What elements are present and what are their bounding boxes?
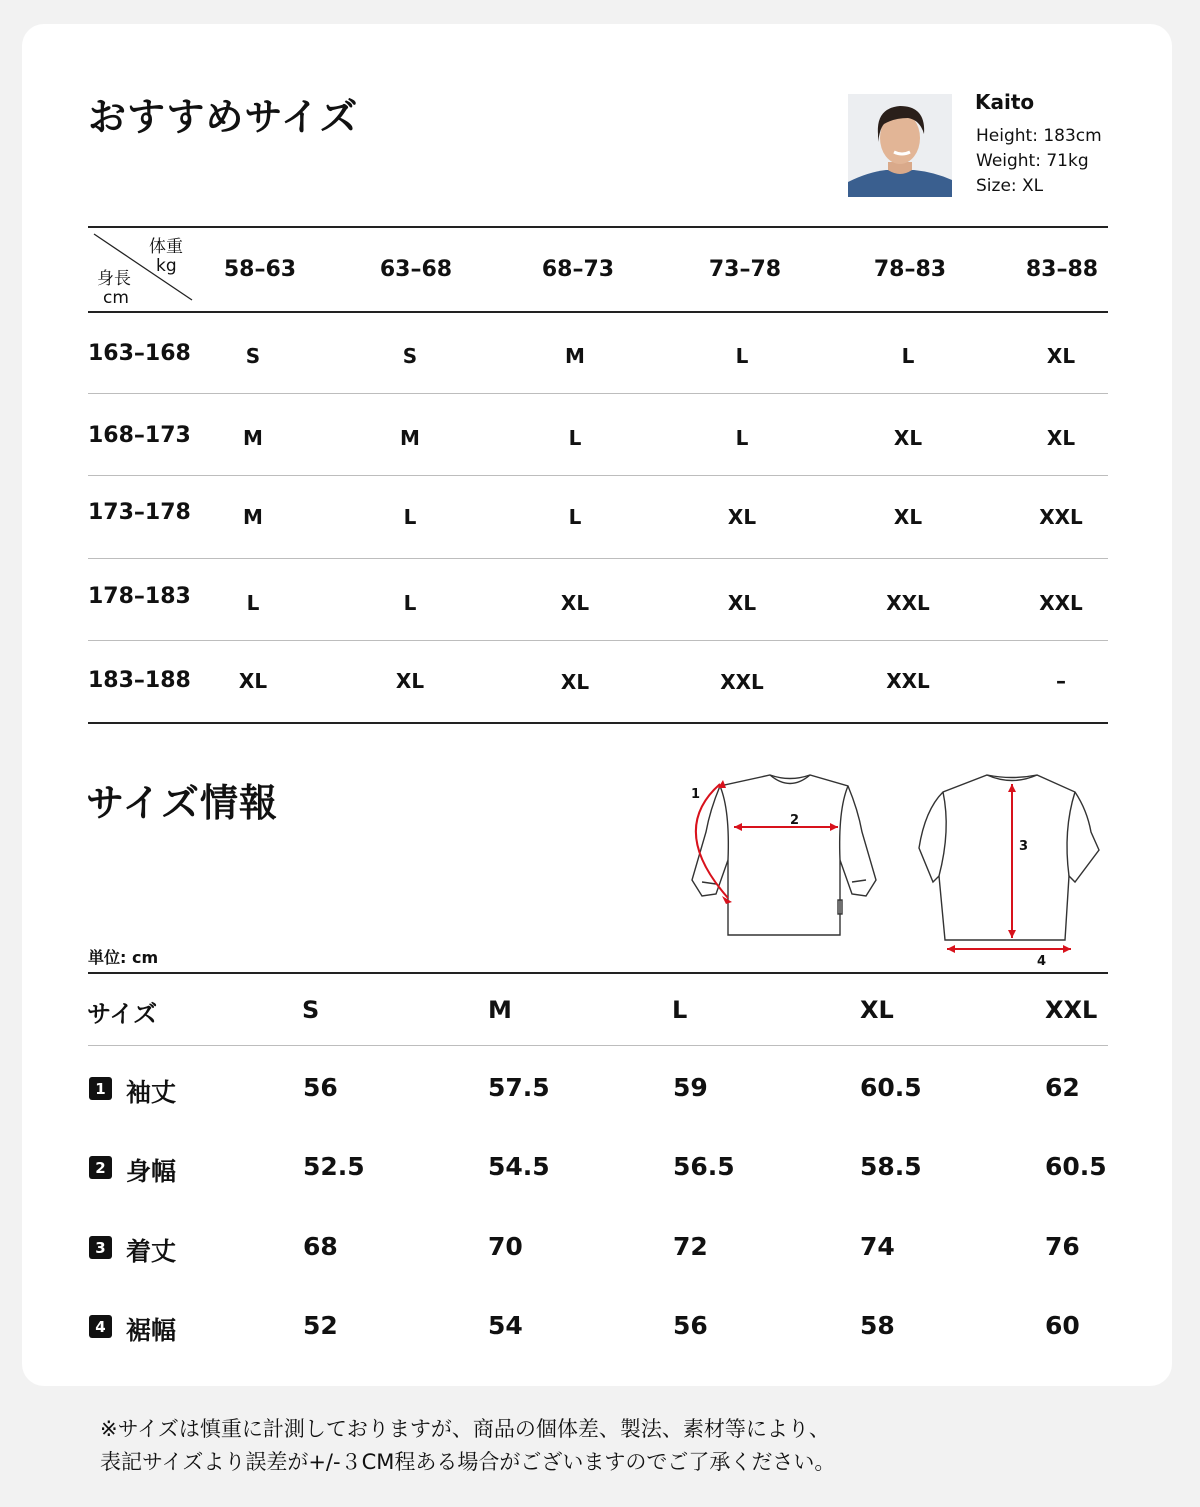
size-cell: XL — [893, 505, 923, 529]
size-cell: M — [243, 505, 263, 529]
size-cell: L — [735, 426, 749, 450]
measure-label-1: 1 — [691, 787, 701, 802]
size-cell: L — [403, 591, 417, 615]
row-divider — [88, 640, 1108, 641]
measure-label: 身幅 — [126, 1157, 177, 1186]
size-cell: L — [403, 505, 417, 529]
size-info-title: サイズ情報 — [86, 781, 278, 825]
measure-value: 56 — [303, 1073, 338, 1102]
size-header: XL — [860, 996, 894, 1024]
header-divider — [88, 311, 1108, 313]
table-top-line — [88, 226, 1108, 228]
shirt-front-diagram — [680, 770, 890, 950]
size-cell: S — [245, 344, 261, 368]
corner-weight-label: 体重 — [149, 237, 183, 257]
table-bottom-line — [88, 722, 1108, 724]
size-header: S — [302, 996, 320, 1024]
measure-label: 着丈 — [126, 1237, 177, 1266]
measure-value: 74 — [860, 1232, 895, 1261]
measure-badge: 4 — [89, 1315, 112, 1338]
size-header-label: サイズ — [87, 1000, 158, 1028]
model-name: Kaito — [975, 90, 1035, 114]
measure-value: 70 — [488, 1232, 523, 1261]
disclaimer-line-1: ※サイズは慎重に計測しておりますが、商品の個体差、製法、素材等により、 — [100, 1417, 830, 1441]
corner-height-unit: cm — [103, 288, 129, 308]
weight-header: 73–78 — [708, 257, 782, 282]
size-cell: L — [246, 591, 260, 615]
height-row-label: 178–183 — [88, 584, 191, 609]
size-cell: XL — [395, 669, 425, 693]
height-row-label: 173–178 — [88, 500, 191, 525]
measure-value: 62 — [1045, 1073, 1080, 1102]
model-photo — [848, 94, 952, 197]
measure-label-4: 4 — [1037, 954, 1047, 969]
size-cell: M — [565, 344, 585, 368]
size-table-top-line — [88, 972, 1108, 974]
model-weight: Weight: 71kg — [976, 151, 1089, 171]
weight-header: 83–88 — [1025, 257, 1099, 282]
measure-value: 60.5 — [860, 1073, 922, 1102]
measure-badge: 1 — [89, 1077, 112, 1100]
size-cell: XXL — [886, 669, 930, 693]
measure-value: 57.5 — [488, 1073, 550, 1102]
measure-value: 54 — [488, 1311, 523, 1340]
row-divider — [88, 393, 1108, 394]
measure-value: 52.5 — [303, 1152, 365, 1181]
height-row-label: 163–168 — [88, 341, 191, 366]
size-cell: – — [1056, 669, 1066, 693]
weight-header: 58–63 — [223, 257, 297, 282]
measure-value: 76 — [1045, 1232, 1080, 1261]
size-cell: XL — [1046, 344, 1076, 368]
weight-header: 63–68 — [379, 257, 453, 282]
measure-value: 56.5 — [673, 1152, 735, 1181]
row-divider — [88, 475, 1108, 476]
measure-value: 68 — [303, 1232, 338, 1261]
unit-label: 単位: cm — [88, 948, 159, 967]
measure-badge: 2 — [89, 1156, 112, 1179]
weight-header: 68–73 — [541, 257, 615, 282]
size-cell: XL — [560, 670, 590, 694]
model-height: Height: 183cm — [976, 126, 1102, 146]
measure-label: 裾幅 — [126, 1316, 177, 1345]
measure-value: 72 — [673, 1232, 708, 1261]
measure-value: 59 — [673, 1073, 708, 1102]
corner-height-label: 身長 — [97, 269, 131, 289]
size-header: L — [672, 996, 688, 1024]
size-cell: XXL — [1039, 505, 1083, 529]
size-cell: XL — [560, 591, 590, 615]
size-cell: L — [735, 344, 749, 368]
size-header: M — [488, 996, 512, 1024]
measure-value: 58 — [860, 1311, 895, 1340]
measure-label: 袖丈 — [126, 1078, 177, 1107]
size-cell: XL — [727, 505, 757, 529]
size-cell: XL — [238, 669, 268, 693]
size-cell: M — [400, 426, 420, 450]
measure-value: 56 — [673, 1311, 708, 1340]
model-size: Size: XL — [976, 176, 1044, 196]
size-cell: L — [568, 426, 582, 450]
measure-value: 52 — [303, 1311, 338, 1340]
size-cell: L — [901, 344, 915, 368]
height-row-label: 183–188 — [88, 668, 191, 693]
size-cell: XL — [1046, 426, 1076, 450]
size-cell: XL — [893, 426, 923, 450]
size-header-divider — [88, 1045, 1108, 1046]
disclaimer-line-2: 表記サイズより誤差が+/-３CM程ある場合がございますのでご了承ください。 — [100, 1450, 836, 1474]
recommended-title: おすすめサイズ — [88, 95, 359, 139]
measure-value: 60 — [1045, 1311, 1080, 1340]
size-cell: XL — [727, 591, 757, 615]
row-divider — [88, 558, 1108, 559]
size-cell: S — [402, 344, 418, 368]
shirt-back-diagram — [915, 770, 1105, 970]
corner-weight-unit: kg — [156, 256, 177, 276]
measure-value: 58.5 — [860, 1152, 922, 1181]
measure-value: 54.5 — [488, 1152, 550, 1181]
size-cell: XXL — [1039, 591, 1083, 615]
size-cell: M — [243, 426, 263, 450]
measure-value: 60.5 — [1045, 1152, 1107, 1181]
size-cell: XXL — [886, 591, 930, 615]
size-cell: XXL — [720, 670, 764, 694]
measure-badge: 3 — [89, 1236, 112, 1259]
measure-label-3: 3 — [1019, 839, 1029, 854]
size-header: XXL — [1045, 996, 1098, 1024]
weight-header: 78–83 — [873, 257, 947, 282]
height-row-label: 168–173 — [88, 423, 191, 448]
measure-label-2: 2 — [790, 813, 800, 828]
size-cell: L — [568, 505, 582, 529]
